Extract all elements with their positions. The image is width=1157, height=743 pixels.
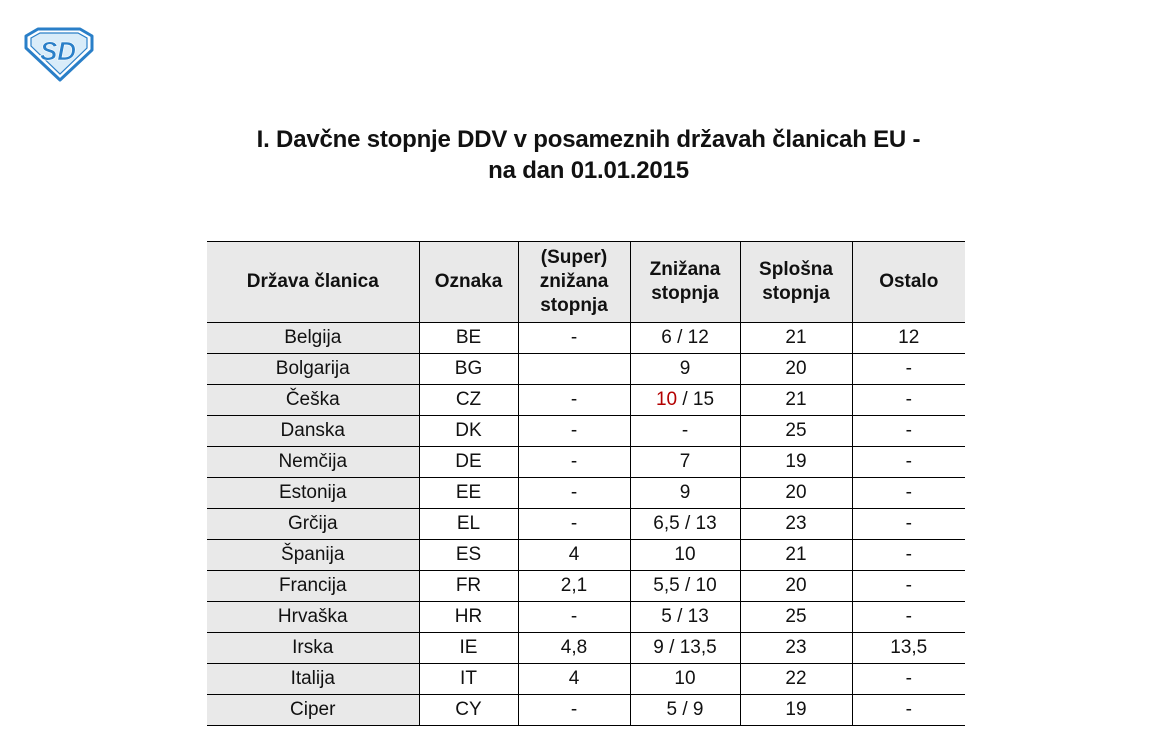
table-row	[207, 540, 965, 571]
vat-rates-table	[207, 241, 965, 726]
cell-other: -	[852, 447, 965, 478]
cell-other: -	[852, 540, 965, 571]
cell-country: Belgija	[207, 323, 419, 354]
cell-country: Danska	[207, 416, 419, 447]
cell-country: Nemčija	[207, 447, 419, 478]
header-reduced: Znižana stopnja	[630, 242, 740, 323]
cell-other: 12	[852, 323, 965, 354]
cell-code: HR	[419, 602, 518, 633]
cell-super-reduced: 4,8	[518, 633, 630, 664]
title-line-2: na dan 01.01.2015	[488, 157, 689, 184]
cell-super-reduced: -	[518, 478, 630, 509]
cell-other: -	[852, 509, 965, 540]
cell-country: Hrvaška	[207, 602, 419, 633]
header-standard: Splošna stopnja	[740, 242, 852, 323]
cell-super-reduced: 4	[518, 664, 630, 695]
cell-code: BG	[419, 354, 518, 385]
cell-standard: 20	[740, 478, 852, 509]
cell-standard: 23	[740, 633, 852, 664]
cell-country: Francija	[207, 571, 419, 602]
cell-other: -	[852, 354, 965, 385]
reduced-rate-primary: 6 / 12	[661, 327, 709, 348]
cell-code: BE	[419, 323, 518, 354]
reduced-rate-primary: 6,5 / 13	[653, 513, 717, 534]
cell-code: CZ	[419, 385, 518, 416]
company-logo	[22, 26, 96, 82]
cell-standard: 25	[740, 602, 852, 633]
reduced-rate-primary: 9	[679, 358, 691, 379]
title-line-1: I. Davčne stopnje DDV v posameznih državah članicah EU -	[256, 126, 921, 153]
table-row	[207, 478, 965, 509]
cell-super-reduced: -	[518, 447, 630, 478]
cell-code: FR	[419, 571, 518, 602]
cell-code: ES	[419, 540, 518, 571]
header-super-reduced: (Super) znižana stopnja	[518, 242, 630, 323]
cell-code: EL	[419, 509, 518, 540]
reduced-rate-primary: 5,5 / 10	[653, 575, 717, 596]
cell-other: -	[852, 478, 965, 509]
table-body	[207, 323, 965, 726]
cell-reduced	[630, 695, 740, 726]
cell-super-reduced: 2,1	[518, 571, 630, 602]
cell-reduced	[630, 633, 740, 664]
cell-standard: 23	[740, 509, 852, 540]
cell-standard: 20	[740, 571, 852, 602]
cell-reduced	[630, 385, 740, 416]
table-row	[207, 323, 965, 354]
reduced-rate-primary: 10	[674, 544, 696, 565]
cell-super-reduced: -	[518, 602, 630, 633]
table-row	[207, 416, 965, 447]
cell-code: CY	[419, 695, 518, 726]
cell-super-reduced: -	[518, 385, 630, 416]
cell-super-reduced: 4	[518, 540, 630, 571]
cell-reduced	[630, 540, 740, 571]
cell-reduced	[630, 509, 740, 540]
cell-code: IT	[419, 664, 518, 695]
cell-standard: 21	[740, 385, 852, 416]
cell-other: -	[852, 602, 965, 633]
cell-super-reduced: -	[518, 323, 630, 354]
cell-country: Bolgarija	[207, 354, 419, 385]
cell-super-reduced: -	[518, 695, 630, 726]
cell-reduced	[630, 416, 740, 447]
header-country: Država članica	[207, 242, 419, 323]
cell-country: Italija	[207, 664, 419, 695]
cell-country: Irska	[207, 633, 419, 664]
table-row	[207, 354, 965, 385]
reduced-rate-primary: 7	[679, 451, 691, 472]
reduced-rate-primary: 5 / 9	[666, 699, 704, 720]
cell-standard: 19	[740, 447, 852, 478]
cell-code: IE	[419, 633, 518, 664]
reduced-rate-primary: 10	[674, 668, 696, 689]
cell-reduced	[630, 571, 740, 602]
table-row	[207, 509, 965, 540]
cell-standard: 21	[740, 540, 852, 571]
reduced-rate-primary: 10	[655, 389, 678, 410]
cell-reduced	[630, 447, 740, 478]
cell-code: DK	[419, 416, 518, 447]
reduced-rate-primary: 9	[679, 482, 691, 503]
cell-country: Grčija	[207, 509, 419, 540]
logo-letters: SD	[39, 36, 77, 66]
reduced-rate-primary: 5 / 13	[661, 606, 709, 627]
reduced-rate-secondary: / 15	[677, 389, 715, 410]
cell-standard: 19	[740, 695, 852, 726]
cell-standard: 20	[740, 354, 852, 385]
cell-super-reduced: -	[518, 509, 630, 540]
cell-reduced	[630, 478, 740, 509]
cell-other: -	[852, 664, 965, 695]
table-row	[207, 695, 965, 726]
table-row	[207, 602, 965, 633]
reduced-rate-primary: 9 / 13,5	[653, 637, 717, 658]
header-code: Oznaka	[419, 242, 518, 323]
cell-country: Češka	[207, 385, 419, 416]
cell-code: DE	[419, 447, 518, 478]
cell-code: EE	[419, 478, 518, 509]
cell-country: Estonija	[207, 478, 419, 509]
cell-country: Ciper	[207, 695, 419, 726]
table-row	[207, 385, 965, 416]
header-other: Ostalo	[852, 242, 965, 323]
cell-standard: 22	[740, 664, 852, 695]
cell-reduced	[630, 323, 740, 354]
cell-reduced	[630, 354, 740, 385]
cell-reduced	[630, 602, 740, 633]
cell-other: 13,5	[852, 633, 965, 664]
cell-other: -	[852, 385, 965, 416]
cell-standard: 21	[740, 323, 852, 354]
reduced-rate-primary: -	[681, 420, 689, 441]
document-title	[0, 124, 1157, 186]
table-header-row	[207, 242, 965, 323]
cell-super-reduced	[518, 354, 630, 385]
table-row	[207, 633, 965, 664]
cell-country: Španija	[207, 540, 419, 571]
cell-other: -	[852, 416, 965, 447]
table-row	[207, 664, 965, 695]
cell-other: -	[852, 695, 965, 726]
table-row	[207, 571, 965, 602]
table-row	[207, 447, 965, 478]
cell-standard: 25	[740, 416, 852, 447]
cell-reduced	[630, 664, 740, 695]
cell-super-reduced: -	[518, 416, 630, 447]
cell-other: -	[852, 571, 965, 602]
